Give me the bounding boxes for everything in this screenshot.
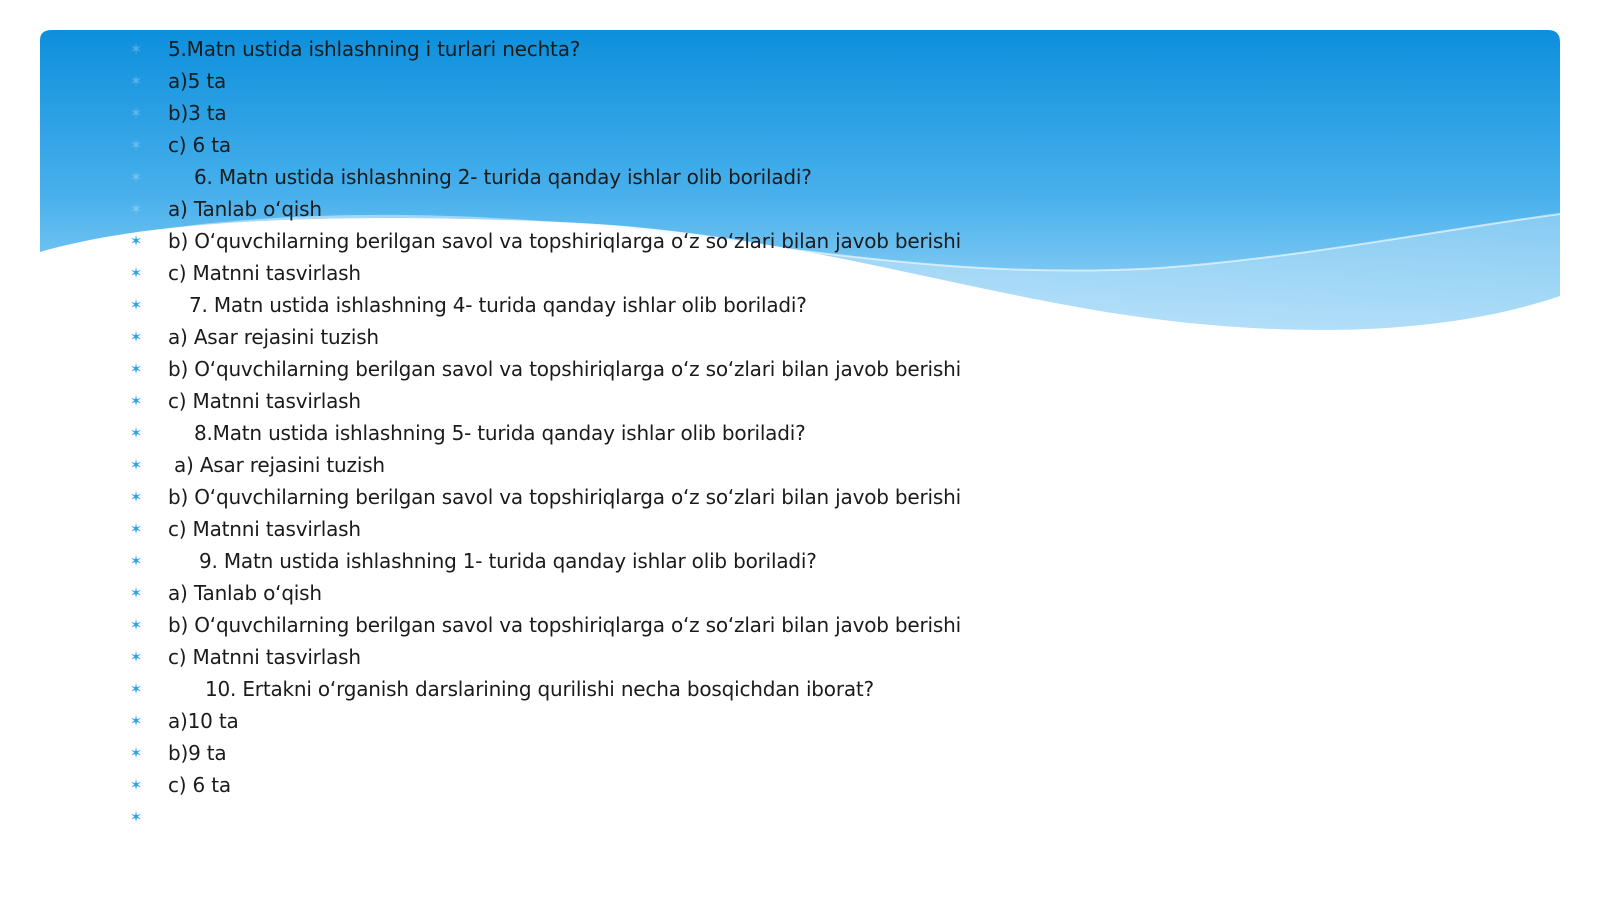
answer-option-text: c) Matnni tasvirlash (168, 517, 361, 541)
star-bullet-icon: ✶ (129, 584, 143, 602)
answer-option-text: a) Asar rejasini tuzish (168, 325, 379, 349)
list-item (0, 33, 1600, 65)
question-text: 8.Matn ustida ishlashning 5- turida qanday ishlar olib boriladi? (194, 421, 806, 445)
answer-option-text: b) O‘quvchilarning berilgan savol va topshiriqlarga o‘z so‘zlari bilan javob berishi (168, 357, 961, 381)
star-bullet-icon: ✶ (129, 392, 143, 410)
star-bullet-icon: ✶ (129, 520, 143, 538)
list-item (0, 481, 1600, 513)
list-item (0, 609, 1600, 641)
star-bullet-icon: ✶ (129, 168, 143, 186)
list-item (0, 801, 1600, 833)
star-bullet-icon: ✶ (129, 488, 143, 506)
list-item (0, 289, 1600, 321)
list-item (0, 769, 1600, 801)
list-item (0, 673, 1600, 705)
list-item (0, 449, 1600, 481)
list-item (0, 417, 1600, 449)
answer-option-text: c) 6 ta (168, 133, 231, 157)
list-item (0, 321, 1600, 353)
star-bullet-icon: ✶ (129, 40, 143, 58)
list-item (0, 97, 1600, 129)
star-bullet-icon: ✶ (129, 360, 143, 378)
star-bullet-icon: ✶ (129, 648, 143, 666)
list-item (0, 193, 1600, 225)
question-text: 5.Matn ustida ishlashning i turlari nechta? (168, 37, 581, 61)
star-bullet-icon: ✶ (129, 232, 143, 250)
answer-option-text: c) Matnni tasvirlash (168, 389, 361, 413)
star-bullet-icon: ✶ (129, 808, 143, 826)
question-list (0, 33, 1600, 833)
answer-option-text: b) O‘quvchilarning berilgan savol va topshiriqlarga o‘z so‘zlari bilan javob berishi (168, 229, 961, 253)
star-bullet-icon: ✶ (129, 712, 143, 730)
star-bullet-icon: ✶ (129, 616, 143, 634)
star-bullet-icon: ✶ (129, 552, 143, 570)
star-bullet-icon: ✶ (129, 328, 143, 346)
star-bullet-icon: ✶ (129, 424, 143, 442)
star-bullet-icon: ✶ (129, 296, 143, 314)
answer-option-text: a) Asar rejasini tuzish (174, 453, 385, 477)
star-bullet-icon: ✶ (129, 744, 143, 762)
answer-option-text: a)10 ta (168, 709, 239, 733)
list-item (0, 737, 1600, 769)
list-item (0, 353, 1600, 385)
answer-option-text: b) O‘quvchilarning berilgan savol va topshiriqlarga o‘z so‘zlari bilan javob berishi (168, 485, 961, 509)
list-item (0, 385, 1600, 417)
list-item (0, 513, 1600, 545)
star-bullet-icon: ✶ (129, 776, 143, 794)
list-item (0, 129, 1600, 161)
star-bullet-icon: ✶ (129, 104, 143, 122)
list-item (0, 65, 1600, 97)
answer-option-text: c) Matnni tasvirlash (168, 261, 361, 285)
list-item (0, 161, 1600, 193)
answer-option-text: a) Tanlab o‘qish (168, 197, 322, 221)
answer-option-text: c) 6 ta (168, 773, 231, 797)
star-bullet-icon: ✶ (129, 456, 143, 474)
answer-option-text: b) O‘quvchilarning berilgan savol va topshiriqlarga o‘z so‘zlari bilan javob berishi (168, 613, 961, 637)
answer-option-text: b)3 ta (168, 101, 227, 125)
question-text: 9. Matn ustida ishlashning 1- turida qanday ishlar olib boriladi? (199, 549, 817, 573)
answer-option-text: c) Matnni tasvirlash (168, 645, 361, 669)
star-bullet-icon: ✶ (129, 200, 143, 218)
question-text: 6. Matn ustida ishlashning 2- turida qanday ishlar olib boriladi? (194, 165, 812, 189)
star-bullet-icon: ✶ (129, 264, 143, 282)
list-item (0, 641, 1600, 673)
list-item (0, 257, 1600, 289)
question-text: 10. Ertakni o‘rganish darslarining qurilishi necha bosqichdan iborat? (205, 677, 874, 701)
list-item (0, 545, 1600, 577)
answer-option-text: a) Tanlab o‘qish (168, 581, 322, 605)
answer-option-text: a)5 ta (168, 69, 227, 93)
list-item (0, 577, 1600, 609)
question-text: 7. Matn ustida ishlashning 4- turida qanday ishlar olib boriladi? (189, 293, 807, 317)
star-bullet-icon: ✶ (129, 680, 143, 698)
list-item (0, 225, 1600, 257)
answer-option-text: b)9 ta (168, 741, 227, 765)
star-bullet-icon: ✶ (129, 72, 143, 90)
list-item (0, 705, 1600, 737)
star-bullet-icon: ✶ (129, 136, 143, 154)
